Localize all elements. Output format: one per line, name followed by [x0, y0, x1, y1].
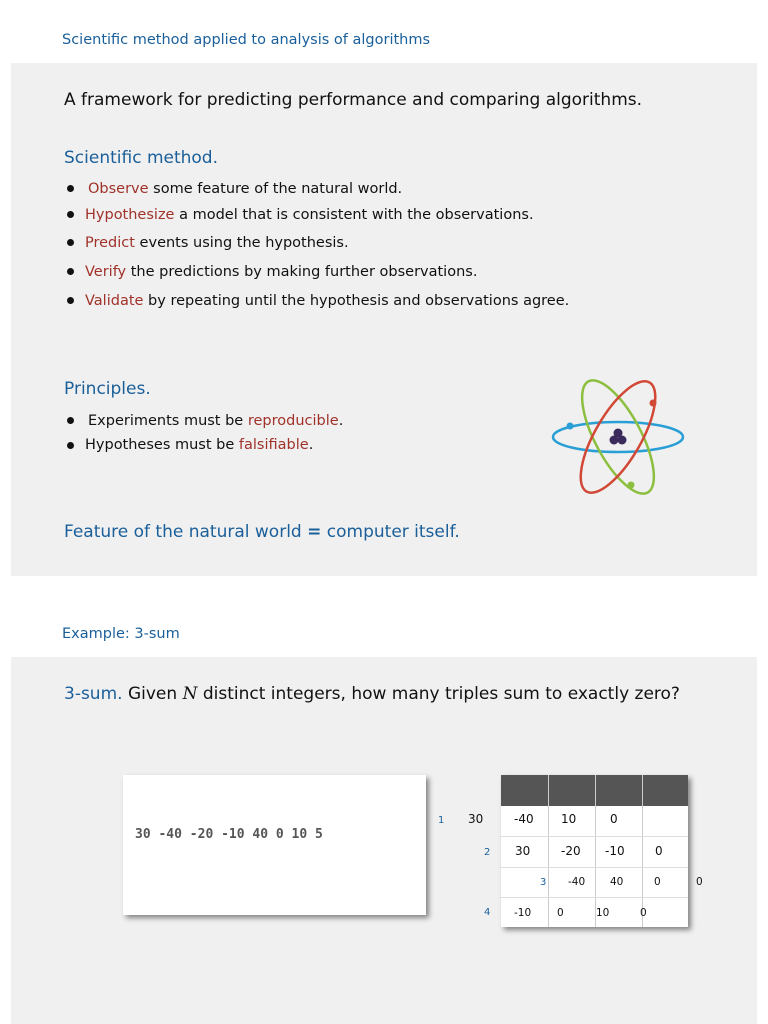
table-cell: -40 [514, 812, 534, 826]
table-cell: -40 [568, 876, 586, 888]
feature-left: Feature of the natural world [64, 522, 302, 542]
principles-heading: Principles. [64, 379, 151, 399]
row-divider [501, 867, 688, 868]
input-file-box [123, 775, 426, 915]
table-cell: 0 [696, 876, 703, 888]
question-post: distinct integers, how many triples sum to exactly zero? [197, 684, 680, 704]
row-index: 4 [484, 907, 491, 918]
table-cell: 0 [654, 876, 661, 888]
table-cell: 0 [557, 907, 564, 919]
3sum-question [64, 684, 680, 704]
table-cell: 10 [596, 907, 610, 919]
slide-title-3sum: Example: 3-sum [62, 626, 180, 642]
method-text: by repeating until the hypothesis and observations agree. [143, 293, 570, 309]
bullet-dot [67, 442, 74, 449]
column-divider [548, 775, 549, 927]
principle-post: . [308, 437, 314, 453]
row-index: 1 [438, 815, 445, 826]
n-variable: N [182, 684, 198, 704]
3sum-label: 3-sum. [64, 684, 123, 704]
bullet-dot [67, 297, 74, 304]
table-cell: 30 [468, 812, 484, 826]
row-divider [501, 897, 688, 898]
principle-term: reproducible [247, 413, 339, 429]
bullet-dot [67, 417, 74, 424]
column-divider [595, 775, 596, 927]
bullet-dot [67, 185, 74, 192]
method-term: Observe [88, 181, 149, 197]
table-cell: -10 [605, 844, 625, 858]
method-text: a model that is consistent with the observations. [174, 207, 534, 223]
method-text: events using the hypothesis. [134, 235, 349, 251]
method-text: the predictions by making further observations. [126, 264, 478, 280]
feature-equals: = [307, 522, 322, 542]
table-cell: -20 [561, 844, 581, 858]
method-term: Predict [85, 235, 135, 251]
table-cell: 0 [655, 844, 663, 858]
principle-reproducible [88, 413, 343, 429]
table-cell: 30 [515, 844, 531, 858]
bullet-dot [67, 211, 74, 218]
row-divider [501, 836, 688, 837]
method-item-validate [85, 293, 569, 309]
question-pre: Given [127, 684, 183, 704]
method-heading: Scientific method. [64, 148, 218, 168]
method-item-predict [85, 235, 349, 251]
method-term: Hypothesize [85, 207, 175, 223]
column-divider [642, 775, 643, 927]
method-item-observe [88, 181, 402, 197]
method-item-verify [85, 264, 477, 280]
intro-text: A framework for predicting performance and comparing algorithms. [64, 90, 643, 110]
principle-post: . [338, 413, 344, 429]
method-text: some feature of the natural world. [148, 181, 403, 197]
table-cell: -10 [514, 907, 532, 919]
atom-icon [545, 370, 695, 505]
row-index: 2 [484, 847, 491, 858]
method-item-hypothesize [85, 207, 534, 223]
input-numbers: 30 -40 -20 -10 40 0 10 5 [135, 827, 323, 842]
row-index: 3 [540, 877, 547, 888]
table-cell: 0 [610, 812, 618, 826]
feature-statement [64, 522, 460, 542]
table-cell: 40 [610, 876, 624, 888]
principle-falsifiable [85, 437, 313, 453]
feature-right: computer itself. [326, 522, 460, 542]
method-term: Verify [85, 264, 127, 280]
table-cell: 0 [640, 907, 647, 919]
table-cell: 10 [561, 812, 577, 826]
bullet-dot [67, 239, 74, 246]
slide-title-scientific-method: Scientific method applied to analysis of algorithms [62, 32, 431, 48]
method-term: Validate [85, 293, 144, 309]
principle-term: falsifiable [238, 437, 309, 453]
principle-text: Experiments must be [88, 413, 248, 429]
bullet-dot [67, 268, 74, 275]
principle-text: Hypotheses must be [85, 437, 239, 453]
